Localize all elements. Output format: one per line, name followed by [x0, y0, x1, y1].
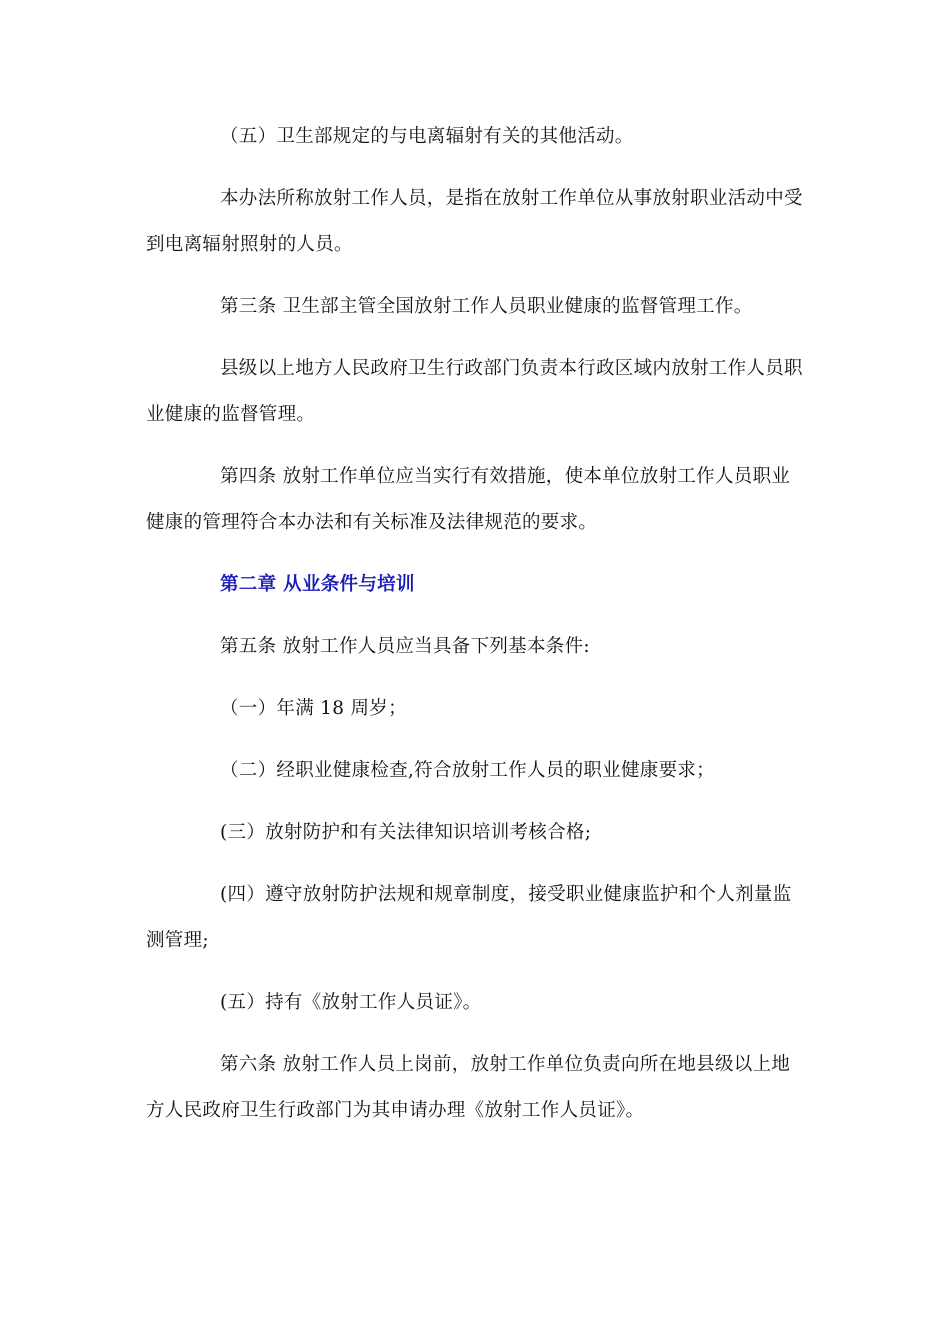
paragraph-local-government-supervision: 县级以上地方人民政府卫生行政部门负责本行政区域内放射工作人员职业健康的监督管理。	[146, 358, 803, 425]
condition-item-4: (四）遵守放射防护法规和规章制度，接受职业健康监护和个人剂量监测管理;	[146, 884, 792, 951]
paragraph-article-4: 第四条 放射工作单位应当实行有效措施，使本单位放射工作人员职业健康的管理符合本办法和有关标准及法律规范的要求。	[146, 466, 791, 533]
paragraph-article-5: 第五条 放射工作人员应当具备下列基本条件:	[220, 636, 590, 657]
condition-item-2: （二）经职业健康检查,符合放射工作人员的职业健康要求；	[220, 760, 715, 781]
paragraph-item-5: （五）卫生部规定的与电离辐射有关的其他活动。	[220, 126, 634, 147]
paragraph-article-3: 第三条 卫生部主管全国放射工作人员职业健康的监督管理工作。	[220, 296, 753, 317]
paragraph-radiation-workers-definition: 本办法所称放射工作人员，是指在放射工作单位从事放射职业活动中受到电离辐射照射的人员。	[146, 188, 803, 255]
condition-item-5: (五）持有《放射工作人员证》。	[220, 992, 482, 1013]
condition-item-1: （一）年满 18 周岁；	[220, 698, 407, 719]
condition-item-3: (三）放射防护和有关法律知识培训考核合格;	[220, 822, 592, 843]
chapter-heading: 第二章 从业条件与培训	[220, 574, 415, 595]
paragraph-article-6: 第六条 放射工作人员上岗前，放射工作单位负责向所在地县级以上地方人民政府卫生行政部门为其申请办理《放射工作人员证》。	[146, 1054, 791, 1121]
